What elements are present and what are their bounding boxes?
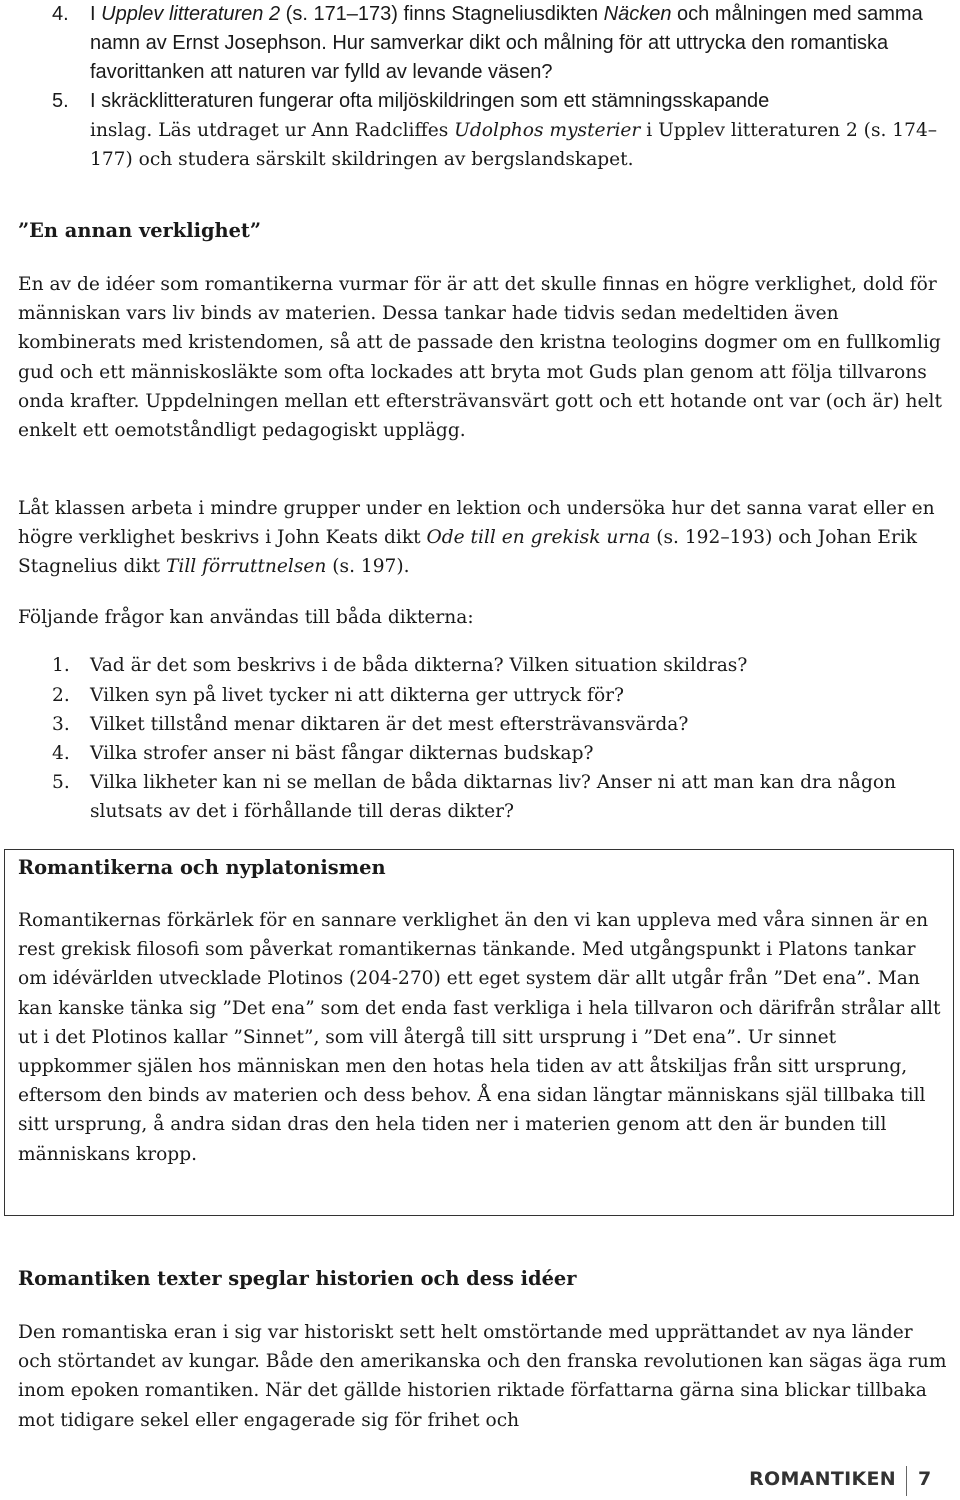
question-number: 2. [52,685,70,706]
list-item-5 [90,87,950,174]
list-number: 4. [52,3,69,25]
list-item-4-text: I Upplev litteraturen 2 (s. 171–173) finns Stagneliusdikten Näcken och målningen med samma namn av Ernst Josephson. Hur samverkar dikt och målning för att uttrycka den romantiska favorittanken att naturen var fylld av levande väsen? [90,3,923,83]
footer-title: ROMANTIKEN [749,1468,896,1490]
question-text: Vad är det som beskrivs i de båda dikterna? Vilken situation skildras? [90,655,748,676]
question-text: Vilka likheter kan ni se mellan de båda diktarnas liv? Anser ni att man kan dra någon slutsats av det i förhållande till deras dikter? [90,772,897,822]
question-text: Vilket tillstånd menar diktaren är det mest eftersträvansvärda? [90,714,689,735]
section-heading: Romantiken texter speglar historien och dess idéer [18,1267,577,1290]
list-item-5-rest: inslag. Läs utdraget ur Ann Radcliffes Udolphos mysterier i Upplev litteraturen 2 (s. 174–177) och studera särskilt skildringen av bergslandskapet. [90,120,938,171]
box-heading: Romantikerna och nyplatonismen [18,856,386,879]
question-number: 3. [52,714,70,735]
paragraph: En av de idéer som romantikerna vurmar för är att det skulle finnas en högre verklighet, dold för människan vars liv binds av materien. Dessa tankar hade tidvis sedan medeltiden även kombinerats med kristendomen, så att de passade den kristna teologins dogmer om en fullkomlig gud och ett människosläkte som ofta lockades att bryta mot Guds plan genom att följa tillvarons onda krafter. Uppdelningen mellan ett eftersträvansvärt gott och ett hotande ont var (och är) helt enkelt ett oemotståndligt pedagogiskt upplägg. [18,274,942,442]
paragraph: Den romantiska eran i sig var historiskt sett helt omstörtande med upprättandet av nya länder och störtandet av kungar. Både den amerikanska och den franska revolutionen kan sägas äga rum inom epoken romantiken. När det gällde historien riktade författarna gärna sina blickar tillbaka mot tidigare sekel eller engagerade sig för frihet och [18,1322,947,1431]
question-number: 4. [52,743,70,764]
questions-intro: Följande frågor kan användas till båda dikterna: [18,607,474,628]
section-heading: ”En annan verklighet” [18,219,262,242]
list-number: 5. [52,90,69,112]
question-text: Vilken syn på livet tycker ni att dikterna ger uttryck för? [90,685,624,706]
list-item-4 [90,0,950,87]
footer-divider [906,1466,907,1496]
box-paragraph: Romantikernas förkärlek för en sannare verklighet än den vi kan uppleva med våra sinnen är en rest grekisk filosofi som påverkat romantikernas tänkande. Med utgångspunkt i Platons tankar om idévärlden utvecklade Plotinos (204-270) ett eget system där allt utgår från ”Det ena”. Man kan kanske tänka sig ”Det ena” som det enda fast verkliga i hela tillvaron och därifrån strålar allt ut i det Plotinos kallar ”Sinnet”, som vill återgå till sitt ursprung i ”Det ena”. Ur sinnet uppkommer själen hos människan men den hotas hela tiden av att åtskiljas från sitt ursprung, eftersom den binds av materien och dess behov. Å ena sidan längtar människans själ tillbaka till sitt ursprung, å andra sidan dras den hela tiden ner i materien genom att den är bunden till människans kropp. [18,910,941,1165]
list-item-5-line1: I skräcklitteraturen fungerar ofta miljöskildringen som ett stämningsskapande [90,90,770,112]
question-number: 1. [52,655,70,676]
question-number: 5. [52,772,70,793]
paragraph-assignment: Låt klassen arbeta i mindre grupper under en lektion och undersöka hur det sanna varat eller en högre verklighet beskrivs i John Keats dikt Ode till en grekisk urna (s. 192–193) och Johan Erik Stagnelius dikt Till förruttnelsen (s. 197). [18,498,935,578]
question-text: Vilka strofer anser ni bäst fångar dikternas budskap? [90,743,594,764]
page-number: 7 [918,1468,932,1490]
